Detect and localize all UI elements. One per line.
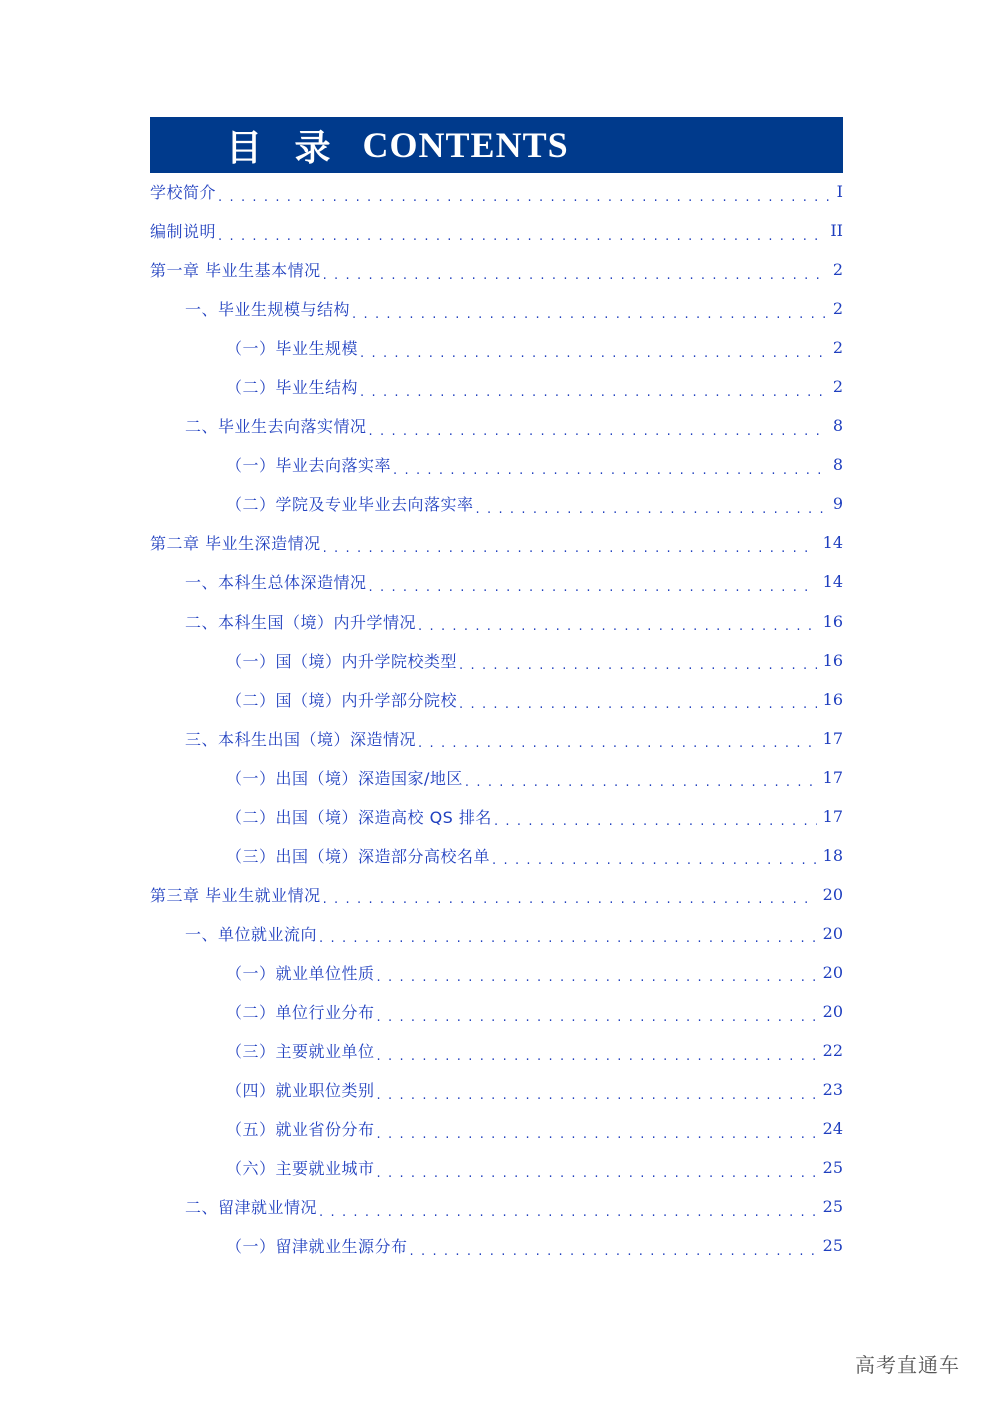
contents-title-en: CONTENTS: [362, 125, 569, 165]
toc-entry-title: 一、毕业生规模与结构: [185, 300, 351, 320]
toc-entry-title: （三）出国（境）深造部分高校名单: [226, 846, 491, 866]
toc-dot-leader: [323, 264, 827, 280]
toc-page-number: 25: [822, 1236, 843, 1256]
toc-entry-title: （二）单位行业分布: [226, 1003, 375, 1022]
toc-entry-title: （一）就业单位性质: [226, 963, 375, 983]
toc-dot-leader: [377, 1162, 817, 1178]
toc-dot-leader: [323, 888, 817, 904]
toc-page-number: 22: [822, 1041, 843, 1061]
toc-entry-title: （二）毕业生结构: [226, 378, 359, 398]
toc-dot-leader: [369, 576, 817, 592]
toc-page-number: II: [830, 221, 843, 241]
toc-entry-title: （二）出国（境）深造高校 QS 排名: [226, 807, 492, 827]
toc-entry[interactable]: [150, 1070, 843, 1109]
toc-dot-leader: [377, 1123, 817, 1139]
toc-entry[interactable]: [150, 211, 843, 250]
toc-entry[interactable]: [150, 641, 843, 680]
toc-dot-leader: [319, 927, 817, 943]
toc-page-number: 20: [822, 923, 843, 943]
toc-entry-title: 第二章 毕业生深造情况: [150, 534, 321, 554]
toc-entry-title: 第一章 毕业生基本情况: [150, 261, 321, 281]
toc-entry[interactable]: [150, 875, 843, 914]
toc-dot-leader: [418, 732, 817, 748]
toc-page-number: 16: [822, 611, 843, 631]
toc-page-number: 2: [832, 377, 843, 397]
toc-entry[interactable]: [150, 602, 843, 641]
toc-entry-title: 二、留津就业情况: [185, 1198, 318, 1218]
toc-page-number: 2: [832, 260, 843, 280]
toc-page-number: 17: [822, 806, 843, 826]
toc-entry-title: （二）国（境）内升学部分院校: [226, 690, 458, 710]
toc-entry[interactable]: [150, 914, 843, 953]
toc-page-number: 24: [822, 1119, 843, 1139]
toc-entry[interactable]: [150, 1226, 843, 1265]
table-of-contents: [150, 172, 843, 1265]
toc-page-number: 2: [832, 338, 843, 358]
toc-dot-leader: [369, 420, 827, 436]
toc-entry[interactable]: [150, 406, 843, 445]
toc-entry-title: （一）国（境）内升学院校类型: [226, 651, 458, 671]
toc-page-number: 16: [822, 650, 843, 670]
toc-entry[interactable]: [150, 1109, 843, 1148]
toc-dot-leader: [377, 1084, 817, 1100]
toc-entry-title: 学校简介: [150, 183, 217, 203]
toc-dot-leader: [377, 1006, 817, 1022]
toc-entry-title: （三）主要就业单位: [226, 1042, 375, 1062]
toc-entry[interactable]: [150, 992, 843, 1031]
toc-entry-title: （一）毕业生规模: [226, 339, 359, 359]
toc-dot-leader: [465, 771, 817, 787]
toc-entry-title: （二）学院及专业毕业去向落实率: [226, 495, 474, 515]
toc-page-number: 8: [832, 455, 843, 475]
toc-page-number: 17: [822, 767, 843, 787]
toc-entry[interactable]: [150, 445, 843, 484]
toc-entry-title: 一、单位就业流向: [185, 924, 318, 944]
toc-entry-title: （五）就业省份分布: [226, 1120, 375, 1140]
watermark-text: 高考直通车: [855, 1353, 960, 1377]
toc-entry[interactable]: [150, 1148, 843, 1187]
toc-page-number: 18: [822, 845, 843, 865]
toc-entry[interactable]: [150, 758, 843, 797]
toc-dot-leader: [410, 1240, 817, 1256]
toc-entry[interactable]: [150, 1031, 843, 1070]
toc-entry-title: （一）出国（境）深造国家/地区: [226, 768, 463, 788]
toc-entry[interactable]: [150, 1187, 843, 1226]
toc-entry-title: （一）毕业去向落实率: [226, 456, 392, 476]
toc-dot-leader: [393, 459, 827, 475]
toc-entry[interactable]: [150, 289, 843, 328]
toc-entry[interactable]: [150, 367, 843, 406]
toc-entry[interactable]: [150, 719, 843, 758]
toc-dot-leader: [492, 849, 817, 865]
toc-dot-leader: [459, 693, 817, 709]
toc-dot-leader: [418, 615, 817, 631]
toc-dot-leader: [360, 342, 827, 358]
toc-entry[interactable]: [150, 836, 843, 875]
toc-page-number: 16: [822, 689, 843, 709]
contents-header-banner: [150, 117, 843, 173]
toc-entry-title: 三、本科生出国（境）深造情况: [185, 729, 417, 749]
toc-entry[interactable]: [150, 328, 843, 367]
toc-page-number: 2: [832, 299, 843, 319]
toc-entry[interactable]: [150, 523, 843, 562]
toc-page-number: 8: [832, 416, 843, 436]
toc-entry-title: 编制说明: [150, 222, 217, 242]
toc-page-number: I: [836, 182, 843, 202]
toc-page-number: 9: [832, 494, 843, 514]
toc-page-number: 23: [822, 1080, 843, 1100]
toc-entry[interactable]: [150, 562, 843, 601]
toc-entry[interactable]: [150, 797, 843, 836]
toc-dot-leader: [459, 654, 817, 670]
toc-page-number: 14: [822, 533, 843, 553]
toc-entry[interactable]: [150, 680, 843, 719]
toc-entry[interactable]: [150, 953, 843, 992]
toc-page-number: 20: [822, 1002, 843, 1021]
toc-entry-title: （一）留津就业生源分布: [226, 1237, 408, 1257]
toc-entry[interactable]: [150, 172, 843, 211]
toc-dot-leader: [494, 810, 817, 826]
toc-entry-title: （四）就业职位类别: [226, 1081, 375, 1101]
toc-entry-title: 二、毕业生去向落实情况: [185, 417, 367, 437]
toc-page-number: 25: [822, 1197, 843, 1217]
toc-page-number: 20: [822, 884, 843, 904]
toc-dot-leader: [352, 303, 827, 319]
toc-entry[interactable]: [150, 484, 843, 523]
toc-entry-title: 第三章 毕业生就业情况: [150, 885, 321, 905]
toc-page-number: 20: [822, 962, 843, 982]
toc-dot-leader: [319, 1201, 817, 1217]
toc-page-number: 17: [822, 728, 843, 748]
toc-dot-leader: [218, 225, 824, 241]
toc-page-number: 25: [822, 1158, 843, 1178]
toc-dot-leader: [360, 381, 827, 397]
toc-entry-title: 一、本科生总体深造情况: [185, 573, 367, 593]
toc-entry[interactable]: [150, 250, 843, 289]
contents-title-zh: 目 录: [226, 127, 341, 169]
toc-dot-leader: [323, 537, 817, 553]
toc-dot-leader: [377, 966, 817, 982]
toc-entry-title: 二、本科生国（境）内升学情况: [185, 612, 417, 632]
toc-page-number: 14: [822, 572, 843, 592]
toc-dot-leader: [377, 1045, 817, 1061]
toc-entry-title: （六）主要就业城市: [226, 1159, 375, 1179]
toc-dot-leader: [218, 186, 831, 202]
toc-dot-leader: [476, 498, 827, 514]
